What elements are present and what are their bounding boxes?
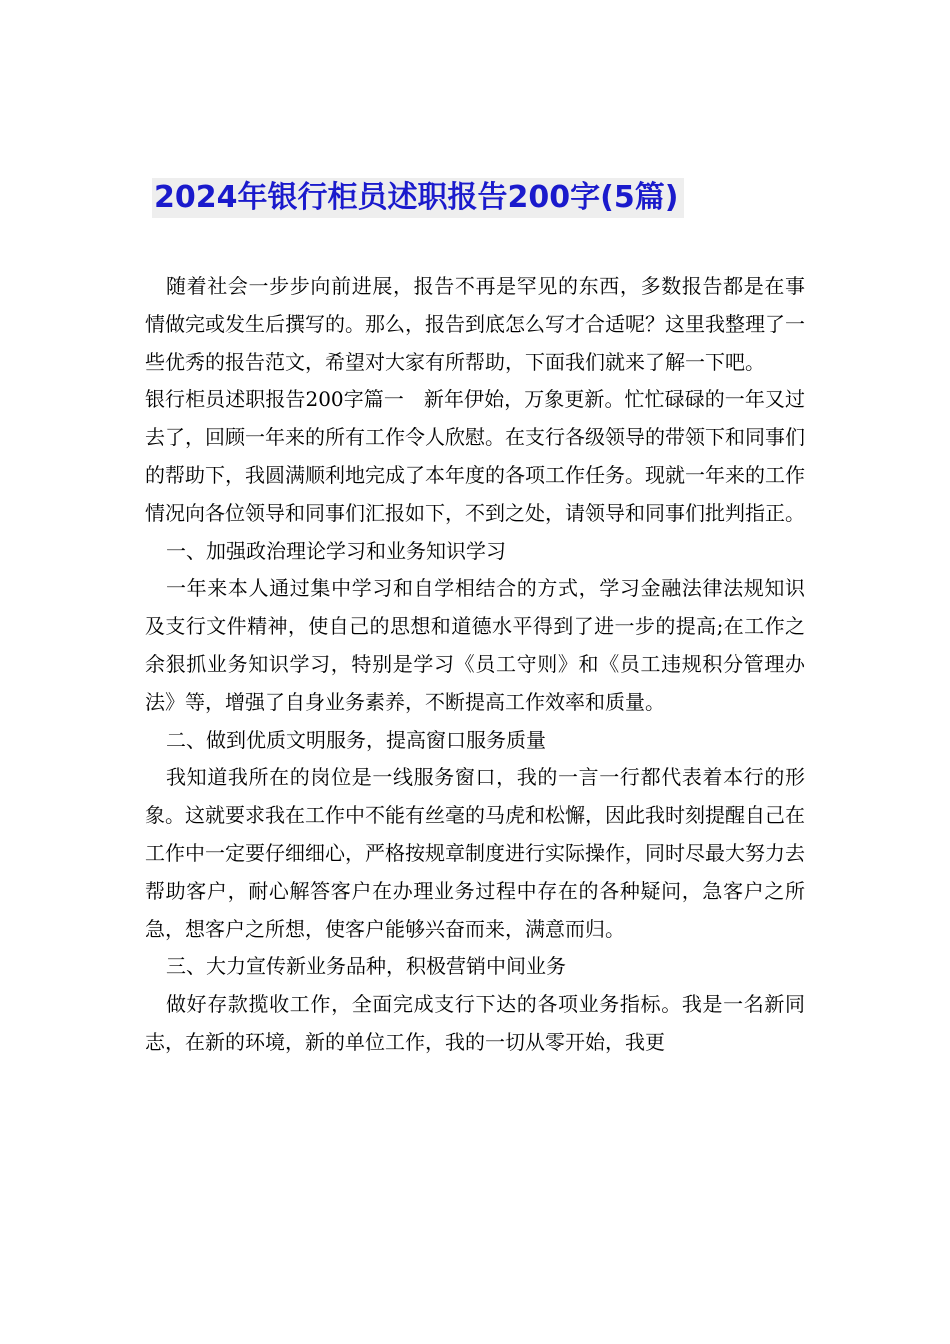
section-heading-1: 一、加强政治理论学习和业务知识学习	[166, 538, 506, 563]
report-opening-paragraph: 银行柜员述职报告200字篇一 新年伊始，万象更新。忙忙碌碌的一年又过去了，回顾一年来的所有工作令人欣慰。在支行各级领导的带领下和同事们的帮助下，我圆满顺利地完成了本年度的各项工作任务。现就一年来的工作情况向各位领导和同事们汇报如下，不到之处，请领导和同事们批判指正。	[145, 387, 805, 525]
section-heading-2: 二、做到优质文明服务，提高窗口服务质量	[166, 727, 546, 752]
document-body	[145, 268, 805, 1062]
section-paragraph-1: 一年来本人通过集中学习和自学相结合的方式，学习金融法律法规知识及支行文件精神，使自己的思想和道德水平得到了进一步的提高;在工作之余狠抓业务知识学习，特别是学习《员工守则》和《员工违规积分管理办法》等，增强了自身业务素养，不断提高工作效率和质量。	[145, 576, 805, 714]
intro-paragraph: 随着社会一步步向前进展，报告不再是罕见的东西，多数报告都是在事情做完或发生后撰写的。那么，报告到底怎么写才合适呢？这里我整理了一些优秀的报告范文，希望对大家有所帮助，下面我们就来了解一下吧。	[145, 274, 805, 374]
section-paragraph-2: 我知道我所在的岗位是一线服务窗口，我的一言一行都代表着本行的形象。这就要求我在工作中不能有丝毫的马虎和松懈，因此我时刻提醒自己在工作中一定要仔细细心，严格按规章制度进行实际操作，同时尽最大努力去帮助客户，耐心解答客户在办理业务过程中存在的各种疑问，急客户之所急，想客户之所想，使客户能够兴奋而来，满意而归。	[145, 765, 805, 941]
section-heading-3: 三、大力宣传新业务品种，积极营销中间业务	[166, 954, 566, 979]
section-paragraph-3: 做好存款揽收工作，全面完成支行下达的各项业务指标。我是一名新同志，在新的环境，新的单位工作，我的一切从零开始，我更	[145, 992, 805, 1054]
document-title: 2024年银行柜员述职报告200字(5篇)	[152, 178, 684, 218]
